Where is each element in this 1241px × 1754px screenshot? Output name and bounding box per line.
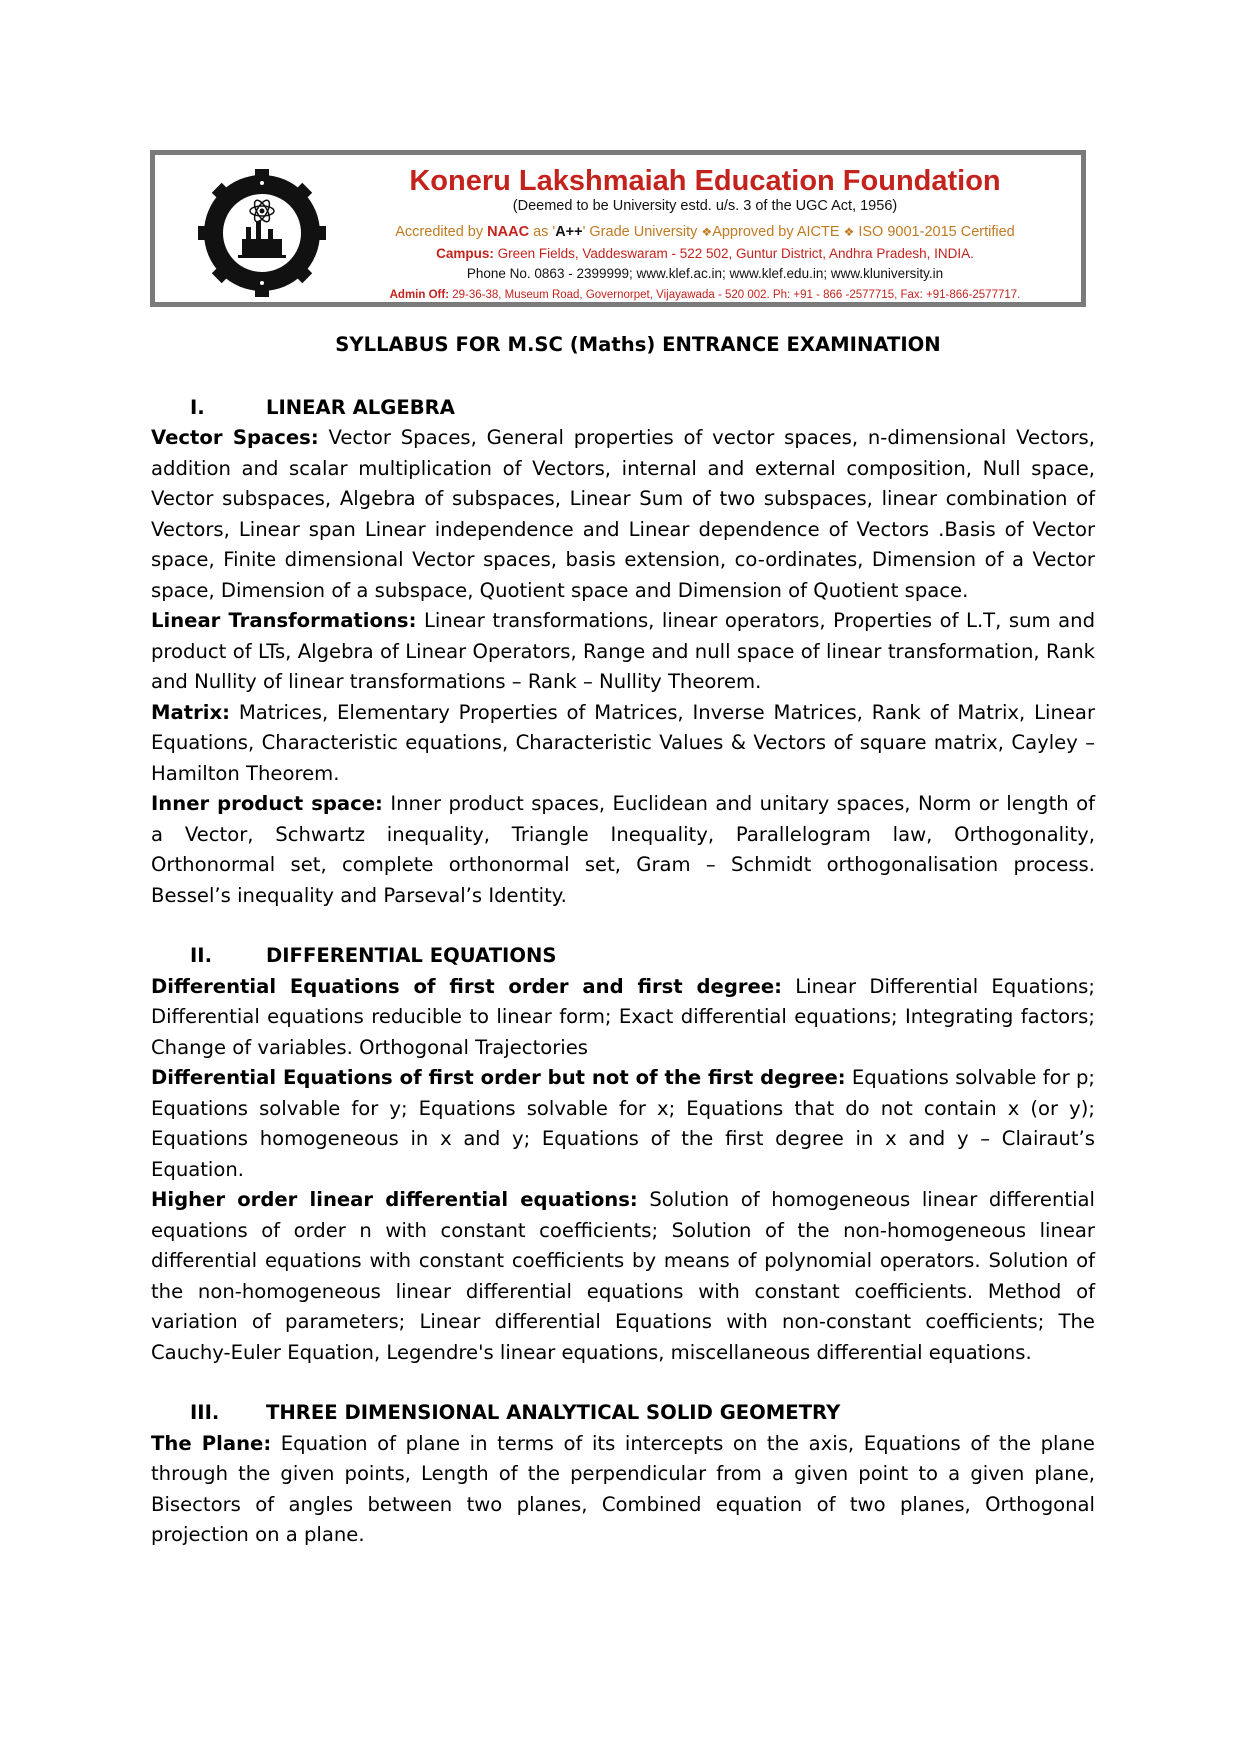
topic-term: Differential Equations of first order but not of the first degree: — [151, 1066, 846, 1089]
accr-as: as ' — [529, 224, 556, 240]
section-title: LINEAR ALGEBRA — [266, 395, 455, 419]
topic-term: Differential Equations of first order and first degree: — [151, 974, 782, 998]
topic-paragraph — [151, 423, 1095, 606]
campus-line — [335, 244, 1075, 263]
org-deemed-line: (Deemed to be University estd. u/s. 3 of the UGC Act, 1956) — [512, 198, 898, 214]
topic-paragraph — [151, 606, 1095, 698]
diamond-icon: ❖ — [701, 225, 713, 239]
org-name: Koneru Lakshmaiah Education Foundation — [409, 165, 1001, 197]
campus-label: Campus: — [436, 246, 494, 261]
topic-text: Matrices, Elementary Properties of Matrices, Inverse Matrices, Rank of Matrix, Linear Equations, Characteristic equations, Characteristic Values & Vectors of square matrix, Cayley – Hamilton Theorem. — [151, 700, 1095, 785]
topic-text: Inner product spaces, Euclidean and unitary spaces, Norm or length of a Vector, Schwartz inequality, Triangle Inequality, Parallelogram law, Orthogonality, Orthonormal set, complete orthonormal set, Gram – Schmidt orthogonalisation process. Bessel’s inequality and Parseval’s Identity. — [151, 792, 1095, 907]
document-title: SYLLABUS FOR M.SC (Maths) ENTRANCE EXAMINATION — [335, 333, 941, 356]
accr-naac: NAAC — [487, 224, 530, 240]
topic-paragraph — [151, 789, 1095, 911]
accr-grade-suffix: ' Grade University — [582, 224, 702, 240]
topic-paragraph — [151, 1429, 1095, 1551]
university-seal-logo — [198, 169, 326, 297]
letterhead-banner — [150, 150, 1086, 307]
topic-paragraph — [151, 972, 1095, 1064]
section-number: III. — [190, 1401, 220, 1424]
section-heading — [151, 941, 1095, 972]
topic-text: Vector Spaces, General properties of vector spaces, n-dimensional Vectors, addition and scalar multiplication of Vectors, internal and external composition, Null space, Vector subspaces, Algebra of subspaces, Linear Sum of two subspaces, linear combination of Vectors, Linear span Linear independence and Linear dependence of Vectors .Basis of Vector space, Finite dimensional Vector spaces, basis extension, co-ordinates, Dimension of a Vector space, Dimension of a subspace, Quotient space and Dimension of Quotient space. — [151, 426, 1095, 602]
campus-address: Green Fields, Vaddeswaram - 522 502, Guntur District, Andhra Pradesh, INDIA. — [493, 246, 974, 261]
admin-label: Admin Off: — [389, 289, 450, 301]
section-number: I. — [190, 395, 205, 419]
topic-term: The Plane: — [151, 1431, 272, 1455]
section-number: II. — [190, 944, 213, 967]
topic-paragraph — [151, 1185, 1095, 1368]
topic-text: Equation of plane in terms of its intercepts on the axis, Equations of the plane through the given points, Length of the perpendicular from a given point to a given plane, Bisectors of angles between two planes, Combined equation of two planes, Orthogonal projection on a plane. — [151, 1431, 1095, 1546]
topic-term: Higher order linear differential equations: — [151, 1188, 638, 1211]
letterhead-text — [335, 165, 1075, 306]
topic-text: Linear Differential Equations; Differential equations reducible to linear form; Exact differential equations; Integrating factors; Change of variables. Orthogonal Trajectories — [151, 974, 1095, 1059]
topic-paragraph — [151, 1063, 1095, 1185]
accr-aicte: Approved by AICTE — [712, 224, 844, 240]
accr-grade: A++ — [555, 224, 583, 240]
topic-term: Linear Transformations: — [151, 609, 417, 632]
accr-prefix: Accredited by — [395, 224, 488, 240]
admin-address: 29-36-38, Museum Road, Governorpet, Vijayawada - 520 002. Ph: +91 - 866 -2577715, Fax: +91-866-2577717. — [449, 289, 1021, 301]
section-title: THREE DIMENSIONAL ANALYTICAL SOLID GEOMETRY — [266, 1401, 841, 1424]
section-spacer — [151, 911, 1095, 941]
section-heading — [151, 393, 1095, 424]
topic-text: Solution of homogeneous linear differential equations of order n with constant coefficients; Solution of the non-homogeneous linear differential equations with constant coefficients by means of polynomial operators. Solution of the non-homogeneous linear differential equations with constant coefficients. Method of variation of parameters; Linear differential Equations with non-constant coefficients; The Cauchy-Euler Equation, Legendre's linear equations, miscellaneous differential equations. — [151, 1188, 1095, 1364]
topic-term: Vector Spaces: — [151, 426, 319, 449]
section-heading — [151, 1398, 1095, 1429]
section-spacer — [151, 1368, 1095, 1398]
diamond-icon: ❖ — [843, 225, 855, 239]
syllabus-document — [151, 330, 1095, 1551]
accreditation-line — [335, 220, 1075, 244]
admin-office-line — [335, 284, 1075, 306]
topic-text: Equations solvable for p; Equations solvable for y; Equations solvable for x; Equations that do not contain x (or y); Equations homogeneous in x and y; Equations of the first degree in x and y – Clairaut’s Equation. — [151, 1066, 1095, 1181]
topic-paragraph — [151, 698, 1095, 790]
section-title: DIFFERENTIAL EQUATIONS — [266, 944, 557, 967]
topic-text: Linear transformations, linear operators, Properties of L.T, sum and product of LTs, Algebra of Linear Operators, Range and null space of linear transformation, Rank and Nullity of linear transformations – Rank – Nullity Theorem. — [151, 609, 1096, 693]
topic-term: Matrix: — [151, 700, 230, 724]
accr-iso: ISO 9001-2015 Certified — [854, 224, 1015, 240]
phone-web-line: Phone No. 0863 - 2399999; www.klef.ac.in; www.klef.edu.in; www.kluniversity.in — [466, 266, 944, 281]
topic-term: Inner product space: — [151, 792, 383, 815]
